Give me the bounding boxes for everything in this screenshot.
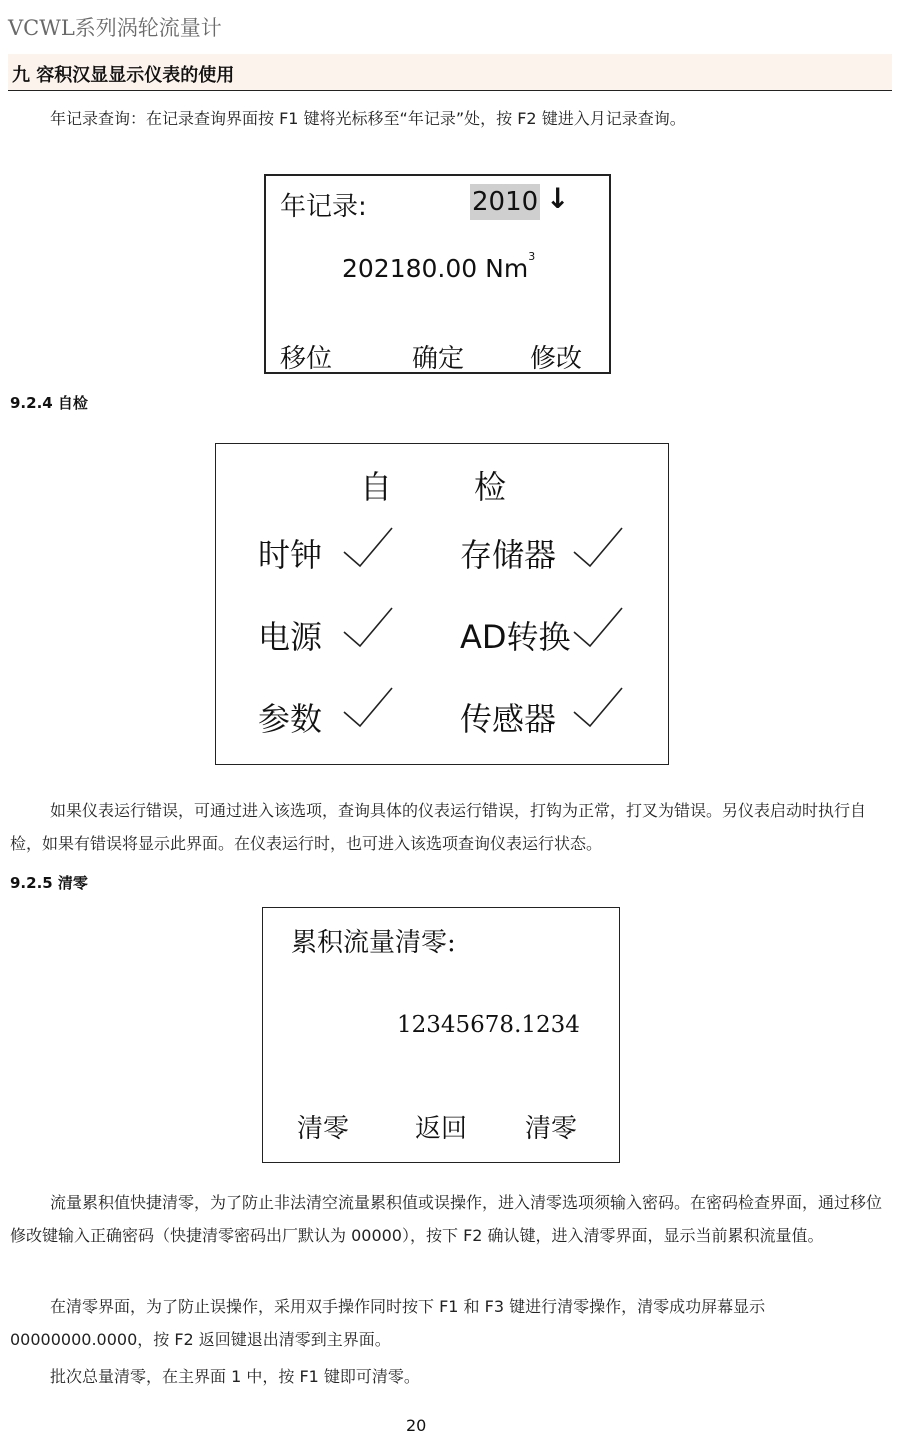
year-cursor-value: 2010 [470,184,540,220]
softkey-modify: 修改 [530,344,583,374]
self-test-screen [215,443,669,765]
self-test-item-params: 参数 [258,700,323,738]
checkmark-icon [342,686,394,730]
unit-superscript: 3 [528,250,536,263]
self-test-item-power: 电源 [258,618,323,656]
year-record-value-text: 202180.00 Nm [342,254,529,283]
self-test-item-clock: 时钟 [258,536,323,574]
chapter-title: 九 容积汉显显示仪表的使用 [12,65,235,86]
page-number: 20 [406,1416,427,1435]
accumulated-flow-value: 12345678.1234 [397,1012,580,1038]
softkey-clear-right: 清零 [525,1114,578,1144]
year-record-intro: 年记录查询：在记录查询界面按 F1 键将光标移至“年记录”处，按 F2 键进入月记录查询。 [50,109,686,128]
arrow-down-icon: ↓ [546,182,570,215]
self-test-item-ad-convert: AD转换 [460,618,571,656]
clear-screen [262,907,620,1163]
section-heading-clear: 9.2.5 清零 [10,874,88,892]
document-header-title: VCWL系列涡轮流量计 [8,16,222,40]
clear-paragraph-2: 在清零界面，为了防止误操作，采用双手操作同时按下 F1 和 F3 键进行清零操作，清零成功屏幕显示 00000000.0000，按 F2 返回键退出清零到主界面。 [10,1297,766,1349]
self-test-item-sensor: 传感器 [460,700,557,738]
checkmark-icon [572,686,624,730]
clear-screen-title: 累积流量清零: [291,928,456,958]
checkmark-icon [572,606,624,650]
self-test-title-left: 自 [360,468,393,506]
chapter-heading-bar [8,54,892,91]
softkey-clear-left: 清零 [297,1114,350,1144]
softkey-shift: 移位 [280,344,333,374]
self-test-item-storage: 存储器 [460,536,557,574]
section-heading-self-test: 9.2.4 自检 [10,394,88,412]
year-record-screen [264,174,611,374]
year-record-value [342,250,536,283]
clear-paragraph-3: 批次总量清零，在主界面 1 中，按 F1 键即可清零。 [50,1367,420,1386]
clear-paragraph-1: 流量累积值快捷清零，为了防止非法清空流量累积值或误操作，进入清零选项须输入密码。在密码检查界面，通过移位修改键输入正确密码（快捷清零密码出厂默认为 00000），按下 F2 确认键，进入清零界面，显示当前累积流量值。 [10,1193,883,1245]
softkey-return: 返回 [415,1114,468,1144]
self-test-description: 如果仪表运行错误，可通过进入该选项，查询具体的仪表运行错误，打钩为正常，打叉为错误。另仪表启动时执行自检，如果有错误将显示此界面。在仪表运行时，也可进入该选项查询仪表运行状态。 [10,801,867,853]
self-test-title-right: 检 [474,468,507,506]
softkey-confirm: 确定 [412,344,465,374]
year-record-label: 年记录: [280,192,367,222]
checkmark-icon [342,526,394,570]
checkmark-icon [572,526,624,570]
checkmark-icon [342,606,394,650]
